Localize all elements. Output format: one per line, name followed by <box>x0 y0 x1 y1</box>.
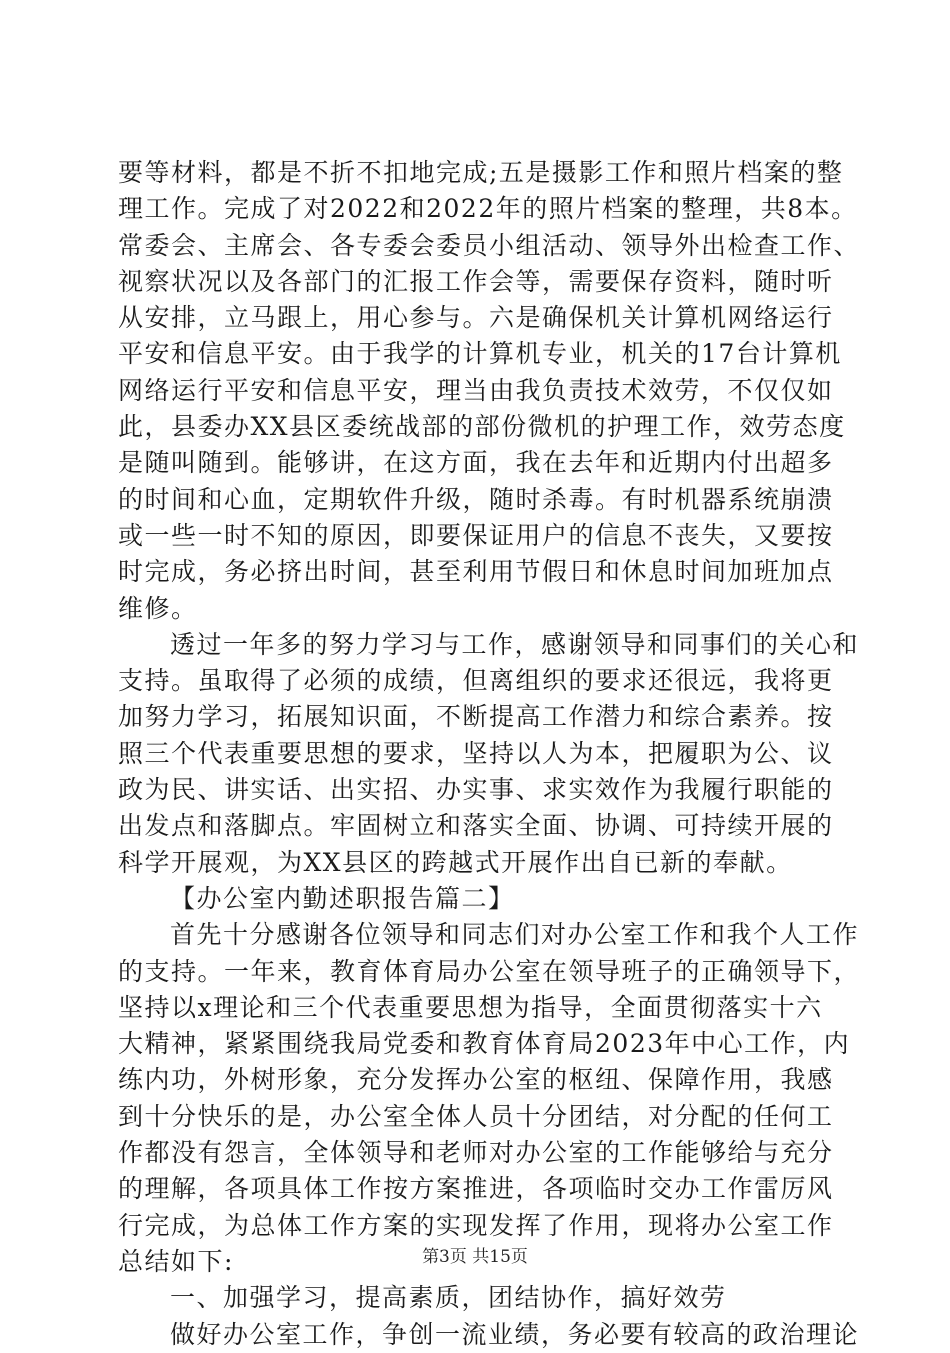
text-line: 照三个代表重要思想的要求，坚持以人为本，把履职为公、议 <box>118 738 834 768</box>
section-heading: 【办公室内勤述职报告篇二】 <box>170 883 515 913</box>
text-line: 的时间和心血，定期软件升级，随时杀毒。有时机器系统崩溃 <box>118 484 834 514</box>
text-line: 大精神，紧紧围绕我局党委和教育体育局2023年中心工作，内 <box>118 1029 851 1059</box>
text-line: 时完成，务必挤出时间，甚至利用节假日和休息时间加班加点 <box>118 557 834 587</box>
text-line: 作都没有怨言，全体领导和老师对办公室的工作能够给与充分 <box>118 1138 834 1168</box>
text-line: 出发点和落脚点。牢固树立和落实全面、协调、可持续开展的 <box>118 811 834 841</box>
text-line: 支持。虽取得了必须的成绩，但离组织的要求还很远，我将更 <box>118 666 834 696</box>
text-line: 的支持。一年来，教育体育局办公室在领导班子的正确领导下， <box>118 956 861 986</box>
text-line: 平安和信息平安。由于我学的计算机专业，机关的17台计算机 <box>118 339 842 369</box>
text-line: 网络运行平安和信息平安，理当由我负责技术效劳，不仅仅如 <box>118 375 834 405</box>
text-line: 行完成，为总体工作方案的实现发挥了作用，现将办公室工作 <box>118 1210 834 1240</box>
text-line: 坚持以x理论和三个代表重要思想为指导，全面贯彻落实十六 <box>118 992 823 1022</box>
text-line: 视察状况以及各部门的汇报工作会等，需要保存资料，随时听 <box>118 266 834 296</box>
paragraph-start-line: 做好办公室工作，争创一流业绩，务必要有较高的政治理论 <box>170 1319 860 1349</box>
text-line: 常委会、主席会、各专委会委员小组活动、领导外出检查工作、 <box>118 230 861 260</box>
text-line: 从安排，立马跟上，用心参与。六是确保机关计算机网络运行 <box>118 303 834 333</box>
paragraph-start-line: 首先十分感谢各位领导和同志们对办公室工作和我个人工作 <box>170 920 860 950</box>
subsection-heading: 一、加强学习，提高素质，团结协作，搞好效劳 <box>170 1283 727 1313</box>
text-line: 理工作。完成了对2022和2022年的照片档案的整理，共8本。 <box>118 194 858 224</box>
text-line: 的理解，各项具体工作按方案推进，各项临时交办工作雷厉风 <box>118 1174 834 1204</box>
text-line: 到十分快乐的是，办公室全体人员十分团结，对分配的任何工 <box>118 1101 834 1131</box>
text-line: 是随叫随到。能够讲，在这方面，我在去年和近期内付出超多 <box>118 448 834 478</box>
text-line: 练内功，外树形象，充分发挥办公室的枢纽、保障作用，我感 <box>118 1065 834 1095</box>
text-line: 加努力学习，拓展知识面，不断提高工作潜力和综合素养。按 <box>118 702 834 732</box>
paragraph-start-line: 透过一年多的努力学习与工作，感谢领导和同事们的关心和 <box>170 629 860 659</box>
text-line: 此，县委办XX县区委统战部的部份微机的护理工作，效劳态度 <box>118 412 846 442</box>
page-number-footer: 第3页 共15页 <box>422 1247 528 1267</box>
text-line: 政为民、讲实话、出实招、办实事、求实效作为我履行职能的 <box>118 775 834 805</box>
document-body <box>118 155 861 1353</box>
text-line: 维修。 <box>118 593 198 623</box>
text-line: 总结如下: <box>118 1246 234 1276</box>
text-line: 科学开展观，为XX县区的跨越式开展作出自已新的奉献。 <box>118 847 793 877</box>
text-line: 或一些一时不知的原因，即要保证用户的信息不丧失，又要按 <box>118 520 834 550</box>
text-line: 要等材料，都是不折不扣地完成;五是摄影工作和照片档案的整 <box>118 158 844 187</box>
